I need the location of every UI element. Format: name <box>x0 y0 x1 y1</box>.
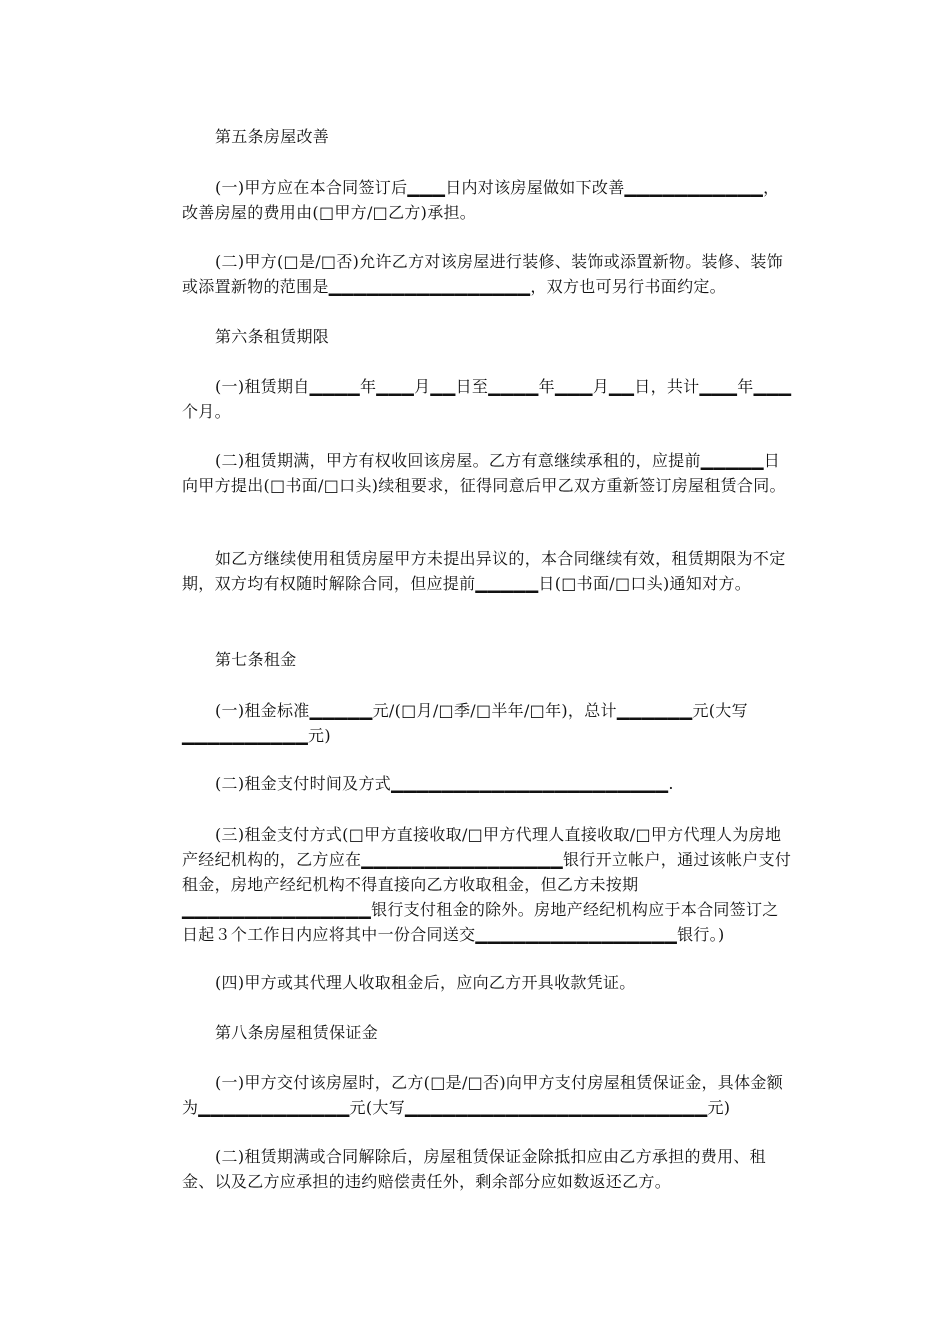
paragraph-7-3: (三)租金支付方式(□甲方直接收取/□甲方代理人直接收取/□甲方代理人为房地产经纪机构的，乙方应在▁▁▁▁▁▁▁▁▁▁▁▁▁▁▁▁银行开立帐户，通过该帐户支付租金，房地产经纪机构不得直接向乙方收取租金，但乙方未按期▁▁▁▁▁▁▁▁▁▁▁▁▁▁▁银行支付租金的除外。房地产经纪机构应于本合同签订之日起３个工作日内应将其中一份合同送交▁▁▁▁▁▁▁▁▁▁▁▁▁▁▁▁银行。) <box>182 825 792 944</box>
paragraph-7-4: (四)甲方或其代理人收取租金后，应向乙方开具收款凭证。 <box>215 973 636 992</box>
paragraph-8-1: (一)甲方交付该房屋时，乙方(□是/□否)向甲方支付房屋租赁保证金，具体金额为▁▁▁▁▁▁▁▁▁▁▁▁元(大写▁▁▁▁▁▁▁▁▁▁▁▁▁▁▁▁▁▁▁▁▁▁▁▁元) <box>182 1073 783 1117</box>
paragraph-6-2: (二)租赁期满，甲方有权收回该房屋。乙方有意继续承租的，应提前▁▁▁▁▁日向甲方提出(□书面/□口头)续租要求，征得同意后甲乙双方重新签订房屋租赁合同。 <box>182 451 786 495</box>
section-heading-7: 第七条租金 <box>215 650 297 669</box>
paragraph-8-2: (二)租赁期满或合同解除后，房屋租赁保证金除抵扣应由乙方承担的费用、租金、以及乙方应承担的违约赔偿责任外，剩余部分应如数返还乙方。 <box>182 1147 766 1191</box>
paragraph-7-1: (一)租金标准▁▁▁▁▁元/(□月/□季/□半年/□年)，总计▁▁▁▁▁▁元(大写▁▁▁▁▁▁▁▁▁▁元) <box>182 701 748 745</box>
paragraph-5-2: (二)甲方(□是/□否)允许乙方对该房屋进行装修、装饰或添置新物。装修、装饰或添置新物的范围是▁▁▁▁▁▁▁▁▁▁▁▁▁▁▁▁，双方也可另行书面约定。 <box>182 252 783 296</box>
section-heading-5: 第五条房屋改善 <box>215 127 330 146</box>
section-heading-8: 第八条房屋租赁保证金 <box>215 1023 379 1042</box>
paragraph-5-1: (一)甲方应在本合同签订后▁▁▁日内对该房屋做如下改善▁▁▁▁▁▁▁▁▁▁▁，改善房屋的费用由(□甲方/□乙方)承担。 <box>182 178 780 222</box>
paragraph-7-2: (二)租金支付时间及方式▁▁▁▁▁▁▁▁▁▁▁▁▁▁▁▁▁▁▁▁▁▁. <box>215 774 674 793</box>
paragraph-6-1: (一)租赁期自▁▁▁▁年▁▁▁月▁▁日至▁▁▁▁年▁▁▁月▁▁日，共计▁▁▁年▁▁▁个月。 <box>182 377 792 421</box>
section-heading-6: 第六条租赁期限 <box>215 327 330 346</box>
paragraph-6-3: 如乙方继续使用租赁房屋甲方未提出异议的，本合同继续有效，租赁期限为不定期，双方均有权随时解除合同，但应提前▁▁▁▁▁日(□书面/□口头)通知对方。 <box>182 549 786 593</box>
